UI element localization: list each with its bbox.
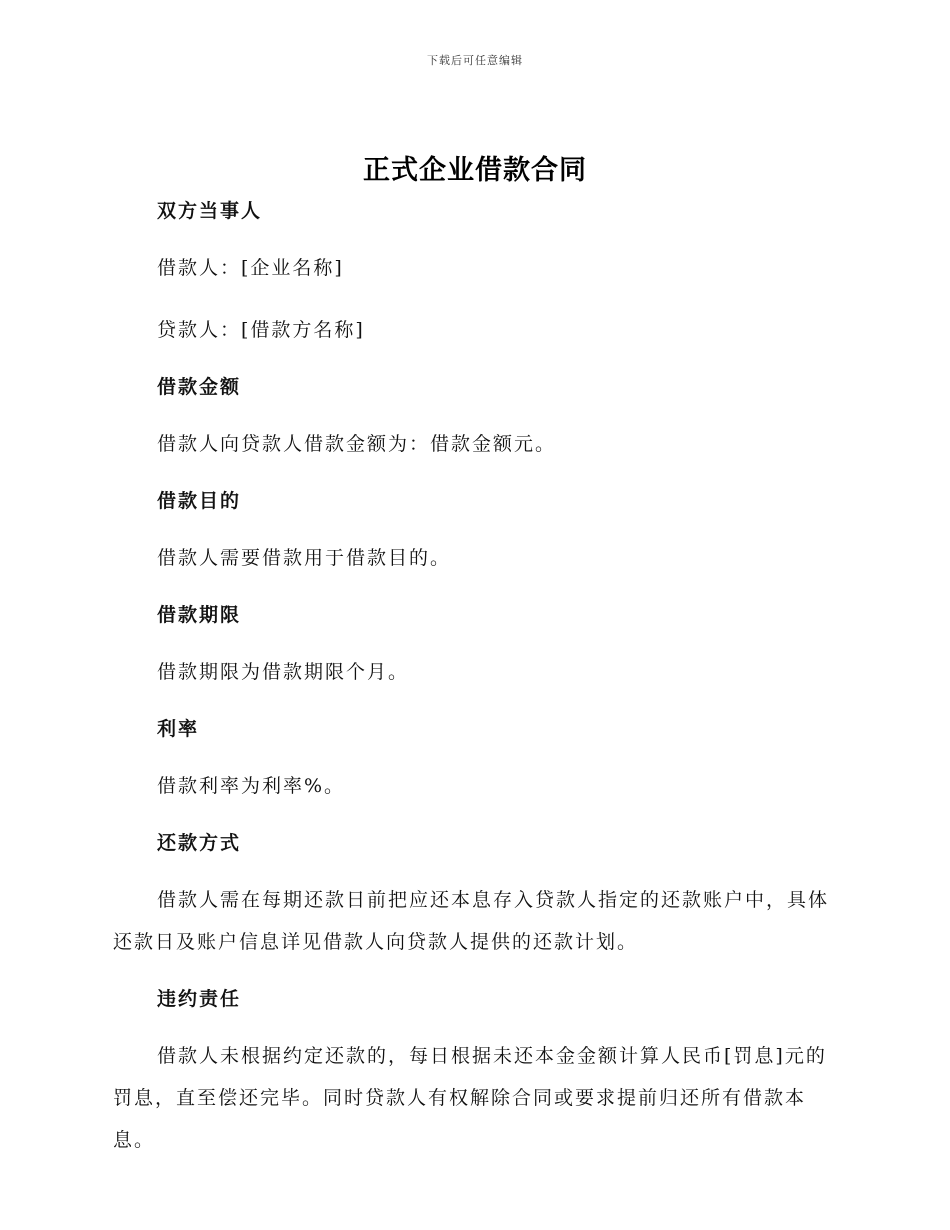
- section-heading-parties: 双方当事人: [157, 200, 263, 222]
- section-heading-purpose: 借款目的: [157, 490, 242, 512]
- header-note: 下载后可任意编辑: [427, 54, 523, 67]
- term-paragraph: 借款期限为借款期限个月。: [157, 661, 410, 683]
- borrower-line: 借款人：[企业名称]: [157, 257, 344, 279]
- document-body: [113, 195, 833, 1161]
- section-heading-term: 借款期限: [157, 604, 242, 626]
- document-title: 正式企业借款合同: [363, 155, 587, 186]
- section-heading-interest-rate: 利率: [157, 718, 200, 740]
- purpose-paragraph: 借款人需要借款用于借款目的。: [157, 547, 452, 569]
- section-heading-repayment: 还款方式: [157, 832, 242, 854]
- section-heading-liability: 违约责任: [157, 988, 242, 1010]
- liability-paragraph: 借款人未根据约定还款的，每日根据未还本金金额计算人民币[罚息]元的罚息，直至偿还完毕。同时贷款人有权解除合同或要求提前归还所有借款本息。: [113, 1045, 827, 1151]
- interest-rate-paragraph: 借款利率为利率%。: [157, 775, 346, 797]
- lender-line: 贷款人：[借款方名称]: [157, 319, 365, 341]
- repayment-paragraph: 借款人需在每期还款日前把应还本息存入贷款人指定的还款账户中，具体还款日及账户信息详见借款人向贷款人提供的还款计划。: [113, 889, 830, 953]
- amount-paragraph: 借款人向贷款人借款金额为：借款金额元。: [157, 433, 557, 455]
- section-heading-amount: 借款金额: [157, 376, 242, 398]
